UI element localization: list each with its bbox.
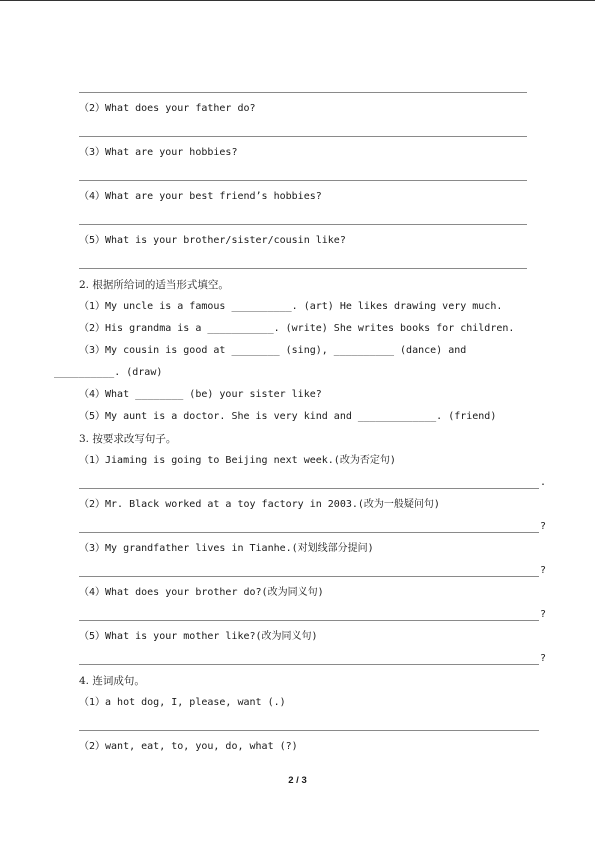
question-2-2: （2）His grandma is a ___________. (write) She writes books for children. <box>79 323 515 334</box>
question-1-2: （2）What does your father do? <box>79 103 256 114</box>
answer-line <box>79 180 527 181</box>
answer-end-mark: . <box>540 477 547 488</box>
section-4-title: 4. 连词成句。 <box>79 675 145 687</box>
question-3-4: （4）What does your brother do?(改为同义句) <box>79 587 324 598</box>
question-2-3: （3）My cousin is good at ________ (sing), __________ (dance) and <box>79 345 467 356</box>
question-1-3: （3）What are your hobbies? <box>79 147 238 158</box>
answer-end-mark: ? <box>540 609 547 620</box>
question-2-5: （5）My aunt is a doctor. She is very kind and _____________. (friend) <box>79 411 497 422</box>
answer-end-mark: ? <box>540 565 547 576</box>
question-4-1: （1）a hot dog, I, please, want (.) <box>79 697 286 708</box>
answer-line <box>79 224 527 225</box>
answer-line <box>79 92 527 93</box>
question-4-2: （2）want, eat, to, you, do, what (?) <box>79 741 298 752</box>
question-3-2: （2）Mr. Black worked at a toy factory in 2003.(改为一般疑问句) <box>79 499 440 510</box>
question-1-4: （4）What are your best friend’s hobbies? <box>79 191 322 202</box>
answer-line <box>79 730 539 731</box>
question-3-5: （5）What is your mother like?(改为同义句) <box>79 631 318 642</box>
question-2-1: （1）My uncle is a famous __________. (art) He likes drawing very much. <box>79 301 503 312</box>
answer-line <box>79 488 539 489</box>
page-number: 2 / 3 <box>288 775 307 786</box>
question-2-4: （4）What ________ (be) your sister like? <box>79 389 322 400</box>
answer-line <box>79 268 527 269</box>
answer-line <box>79 532 539 533</box>
answer-line <box>79 576 539 577</box>
question-2-3-continued: __________. (draw) <box>54 367 163 378</box>
answer-line <box>79 664 539 665</box>
section-3-title: 3. 按要求改写句子。 <box>79 433 177 445</box>
question-1-5: （5）What is your brother/sister/cousin like? <box>79 235 346 246</box>
question-3-3: （3）My grandfather lives in Tianhe.(对划线部分提问) <box>79 543 374 554</box>
page-top-border <box>0 0 595 1</box>
answer-end-mark: ? <box>540 521 547 532</box>
section-2-title: 2. 根据所给词的适当形式填空。 <box>79 279 229 291</box>
question-3-1: （1）Jiaming is going to Beijing next week.(改为否定句) <box>79 455 396 466</box>
answer-line <box>79 620 539 621</box>
answer-line <box>79 136 527 137</box>
answer-end-mark: ? <box>540 653 547 664</box>
